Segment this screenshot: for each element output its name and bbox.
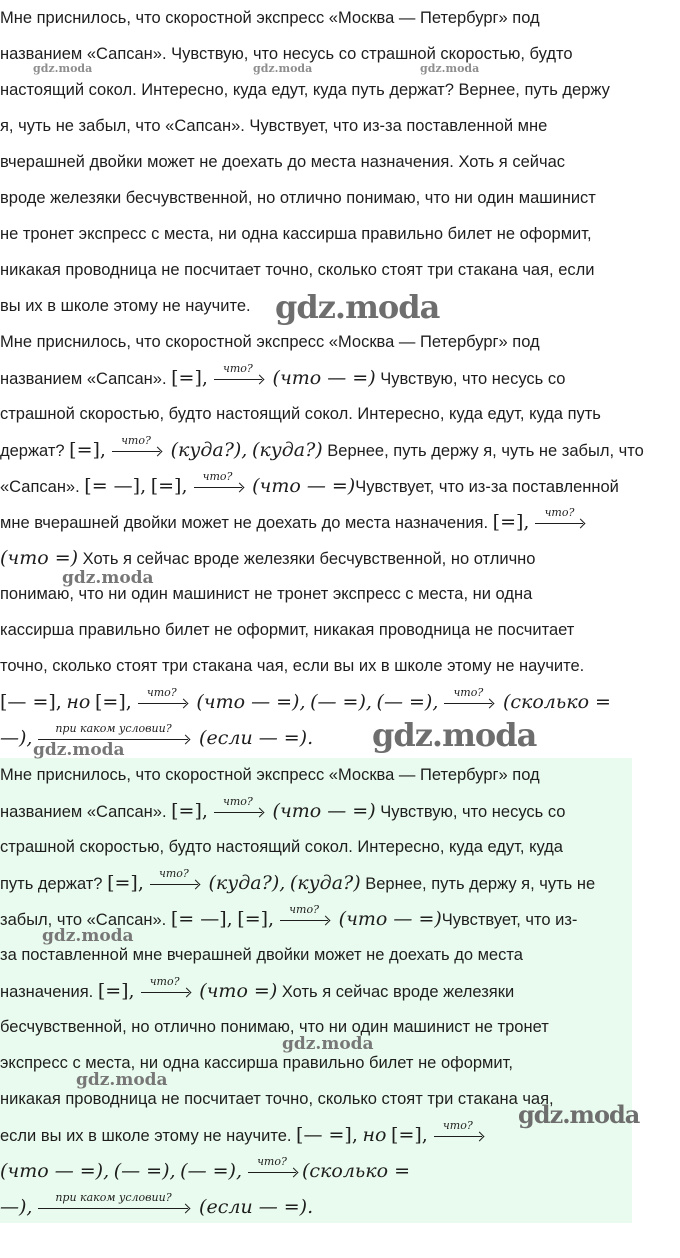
scheme: [=], [492, 511, 530, 533]
text-line: вы их в школе этому не научите. [0, 297, 251, 315]
scheme: (— =), [180, 1160, 242, 1182]
text-line: экспресс с места, ни одна кассирша правильно билет не оформит, [0, 1054, 513, 1072]
scheme: (что — =) [272, 800, 376, 822]
scheme: (что — =) [252, 475, 356, 497]
arrow-icon: что? [138, 707, 186, 708]
scheme: (— =), [113, 1160, 176, 1182]
text-line: «Сапсан». [= —], [=], что? (что — =)Чувствует, что из-за поставленной [0, 470, 619, 497]
scheme: (куда?) [251, 439, 323, 461]
watermark-logo: gdz.moda [62, 568, 154, 588]
text-line: (что =) Хоть я сейчас вроде железяки бесчувственной, но отлично [0, 547, 536, 569]
text-line: держат? [=], что? (куда?), (куда?) Вернее, путь держу я, чуть не забыл, что [0, 434, 644, 461]
arrow-icon: что? [141, 996, 189, 997]
scheme: (куда?) [289, 872, 361, 894]
text-line: никакая проводница не посчитает точно, сколько стоят три стакана чая, если [0, 261, 595, 279]
text-line: кассирша правильно билет не оформит, никакая проводница не посчитает [0, 621, 575, 639]
scheme: (сколько = [301, 1160, 411, 1182]
text-line: если вы их в школе этому не научите. [— =], но [=], что? [0, 1117, 488, 1153]
scheme: (если — =). [199, 727, 314, 749]
text-line: точно, сколько стоят три стакана чая, если вы их в школе этому не научите. [0, 657, 585, 675]
watermark-logo: gdz.moda [518, 1100, 640, 1129]
text-line: путь держат? [=], что? (куда?), (куда?) Вернее, путь держу я, чуть не [0, 867, 596, 894]
text-line: вчерашней двойки может не доехать до места назначения. Хоть я сейчас [0, 153, 565, 171]
scheme: (— =), [376, 691, 439, 713]
text-line: [— =], но [=], что? (что — =), (— =), (— =), что? (сколько = [0, 686, 611, 713]
arrow-icon: что? [444, 707, 492, 708]
watermark-logo: gdz.moda [372, 716, 537, 754]
text-line: настоящий сокол. Интересно, куда едут, куда путь держат? Вернее, путь держу [0, 81, 610, 99]
scheme: [=], [391, 1124, 428, 1146]
text-line: вроде железяки бесчувственной, но отлично понимаю, что ни один машинист [0, 189, 596, 207]
scheme: (что — =) [272, 367, 376, 389]
text-line: за поставленной мне вчерашней двойки может не доехать до места [0, 946, 523, 964]
arrow-icon: что? [434, 1140, 482, 1141]
arrow-icon: что? [248, 1176, 296, 1177]
scheme: (что — =), [196, 691, 306, 713]
watermark-logo: gdz.moda [282, 1034, 374, 1054]
scheme: [= —], [84, 475, 147, 497]
arrow-icon: что? [535, 527, 583, 528]
text-line: страшной скоростью, будто настоящий сокол. Интересно, куда едут, куда [0, 838, 563, 856]
scheme: [=], [69, 439, 106, 461]
arrow-icon: что? [112, 455, 160, 456]
scheme: (сколько = [502, 691, 611, 713]
scheme: [= —], [170, 908, 233, 930]
arrow-icon: при каком условии? [38, 743, 188, 744]
watermark-logo: gdz.moda [76, 1070, 168, 1090]
scheme: (куда?), [170, 439, 248, 461]
arrow-icon: что? [214, 383, 262, 384]
scheme: (что =) [0, 547, 79, 569]
text-line: Мне приснилось, что скоростной экспресс «Москва — Петербург» под [0, 9, 540, 27]
watermark-logo: gdz.moda [33, 62, 93, 75]
scheme: [=], [237, 908, 275, 930]
text-line: названием «Сапсан». [=], что? (что — =) Чувствую, что несусь со [0, 795, 566, 822]
text-line: никакая проводница не посчитает точно, сколько стоят три стакана чая, [0, 1090, 554, 1108]
scheme: [— =], [296, 1124, 358, 1146]
text-line: назначения. [=], что? (что =) Хоть я сейчас вроде железяки [0, 975, 515, 1002]
text-line: Мне приснилось, что скоростной экспресс «Москва — Петербург» под [0, 766, 540, 784]
watermark-logo: gdz.moda [420, 62, 480, 75]
text-line: понимаю, что ни один машинист не тронет экспресс с места, ни одна [0, 585, 533, 603]
scheme: (что — =), [0, 1160, 110, 1182]
text-line: забыл, что «Сапсан». [= —], [=], что? (что — =)Чувствует, что из- [0, 903, 578, 930]
text-line: страшной скоростью, будто настоящий сокол. Интересно, куда едут, куда путь [0, 405, 601, 423]
watermark-logo: gdz.moda [42, 926, 134, 946]
text-line: мне вчерашней двойки может не доехать до места назначения. [=], что? [0, 504, 589, 540]
arrow-icon: что? [194, 491, 242, 492]
scheme: (если — =). [199, 1196, 314, 1218]
text-line: бесчувственной, но отлично понимаю, что ни один машинист не тронет [0, 1018, 549, 1036]
scheme: [=], [94, 691, 132, 713]
text-line: названием «Сапсан». Чувствую, что несусь со страшной скоростью, будто [0, 45, 573, 63]
text-line: Мне приснилось, что скоростной экспресс «Москва — Петербург» под [0, 333, 540, 351]
scheme: [— =], [0, 691, 62, 713]
scheme: [=], [171, 367, 208, 389]
text-line: —), при каком условии? (если — =). [0, 1191, 314, 1218]
arrow-icon: что? [150, 888, 198, 889]
scheme: (куда?), [208, 872, 286, 894]
scheme: (что =) [199, 980, 278, 1002]
scheme: (— =), [310, 691, 372, 713]
scheme: (что — =) [338, 908, 442, 930]
text-line: названием «Сапсан». [=], что? (что — =) Чувствую, что несусь со [0, 362, 566, 389]
text-line: —), при каком условии? (если — =). [0, 722, 314, 749]
text-line: не тронет экспресс с места, ни одна кассирша правильно билет не оформит, [0, 225, 592, 243]
arrow-icon: что? [280, 924, 328, 925]
watermark-logo: gdz.moda [33, 740, 125, 760]
watermark-logo: gdz.moda [275, 288, 440, 326]
text-line: я, чуть не забыл, что «Сапсан». Чувствует, что из-за поставленной мне [0, 117, 548, 135]
scheme: [=], [150, 475, 188, 497]
scheme: [=], [171, 800, 208, 822]
scheme: [=], [107, 872, 144, 894]
text-line [0, 1153, 410, 1189]
arrow-icon: что? [214, 816, 262, 817]
watermark-logo: gdz.moda [253, 62, 313, 75]
scheme: [=], [97, 980, 135, 1002]
arrow-icon: при каком условии? [38, 1212, 188, 1213]
